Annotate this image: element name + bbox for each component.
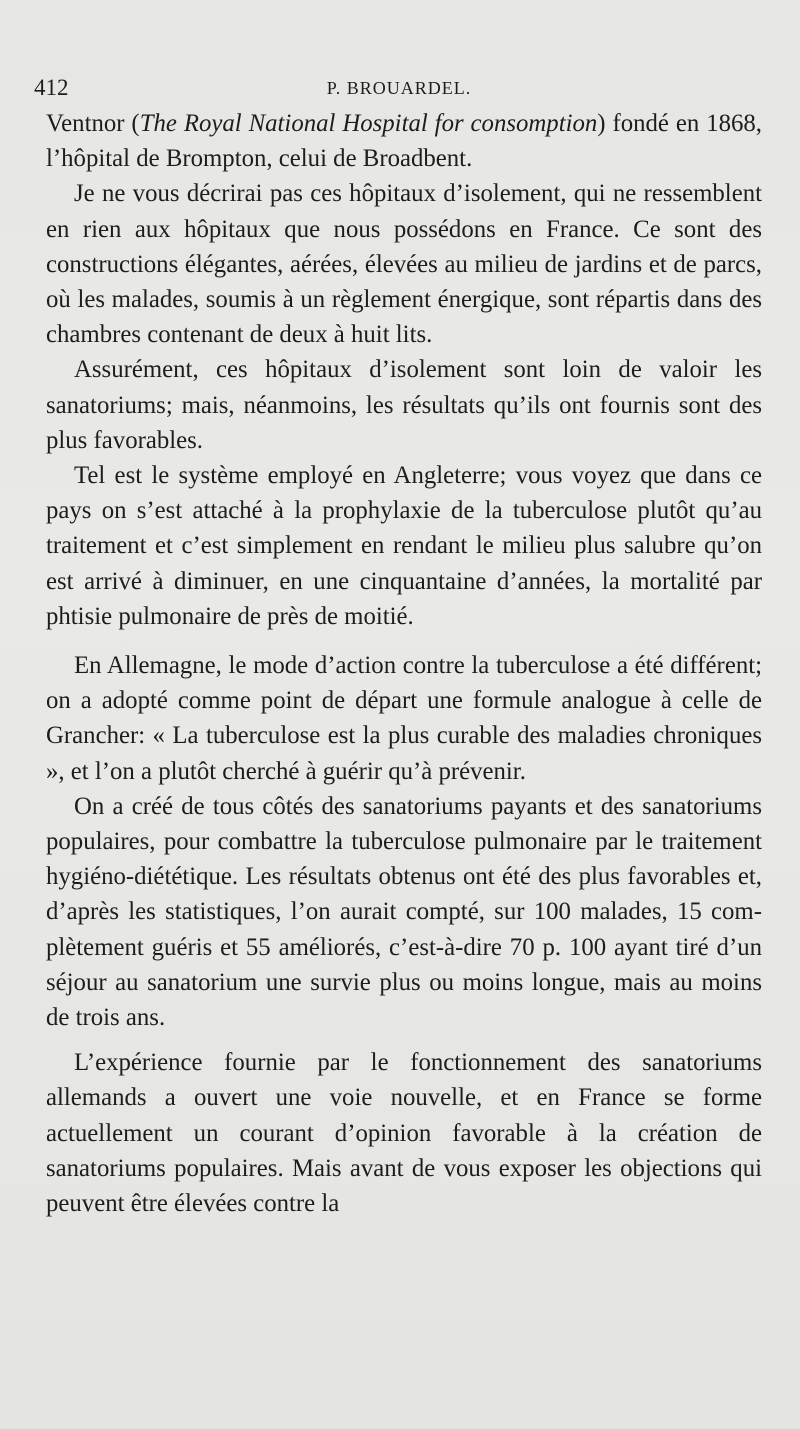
body-text bbox=[46, 106, 762, 1221]
paragraph-hospitals: Je ne vous décrirai pas ces hôpitaux d’isolement, qui ne ressemblent en rien aux hôpitaux que nous possédons en France. Ce sont des constructions élégantes, aérées, élevées au milieu de jardins et de parcs, où les malades, soumis à un règlement énergique, sont répartis dans des chambres contenant de deux à huit lits. bbox=[46, 180, 762, 349]
paragraph-ventnor-before: Ventnor ( bbox=[46, 110, 140, 137]
paragraph-ventnor bbox=[46, 106, 762, 176]
paragraph-france: L’expérience fournie par le fonctionnement des sanatoriums allemands a ouvert une voie nouvelle, et en France se forme actuellement un courant d’opinion favorable à la création de sanatoriums populaires. Mais avant de vous exposer les objections qui peuvent être élevées contre la bbox=[46, 1049, 762, 1218]
hospital-name-italic: The Royal National Hospital for consomption bbox=[139, 110, 598, 137]
page-header bbox=[34, 70, 764, 106]
running-head: P. BROUARDEL. bbox=[326, 78, 472, 98]
paragraph-germany: En Allemagne, le mode d’action contre la tuberculose a été différent; on a adopté comme point de départ une formule analogue à celle de Grancher: « La tuberculose est la plus curable des maladies chroniques », et l’on a plutôt cherché à guérir qu’à prévenir. bbox=[46, 652, 762, 785]
page-number: 412 bbox=[34, 75, 69, 100]
paragraph-england: Tel est le système employé en Angleterre; vous voyez que dans ce pays on s’est attaché à la prophylaxie de la tuberculose plutôt qu’au traitement et c’est simplement en rendant le milieu plus salubre qu’on est arrivé à diminuer, en une cinquantaine d’années, la mortalité par phtisie pulmonaire de près de moitié. bbox=[46, 462, 762, 630]
paragraph-sanatoriums: On a créé de tous côtés des sanatoriums payants et des sanatoriums populaires, pour combattre la tuberculose pulmonaire par le traitement hygiéno-diététique. Les résultats obtenus ont été des plus favorables et, d’après les statistiques, l’on aurait compté, sur 100 malades, 15 complètement guéris et 55 améliorés, c’est-à-dire 70 p. 100 ayant tiré d’un séjour au sanatorium une survie plus ou moins longue, mais au moins de trois ans. bbox=[46, 792, 762, 1032]
paragraph-results: Assurément, ces hôpitaux d’isolement sont loin de valoir les sanatoriums; mais, néanmoins, les résultats qu’ils ont fournis sont des plus favorables. bbox=[46, 356, 762, 454]
paragraph-ventnor-after: ) fondé en 1868, l’hôpital de Brompton, celui de Broadbent. bbox=[46, 110, 762, 173]
